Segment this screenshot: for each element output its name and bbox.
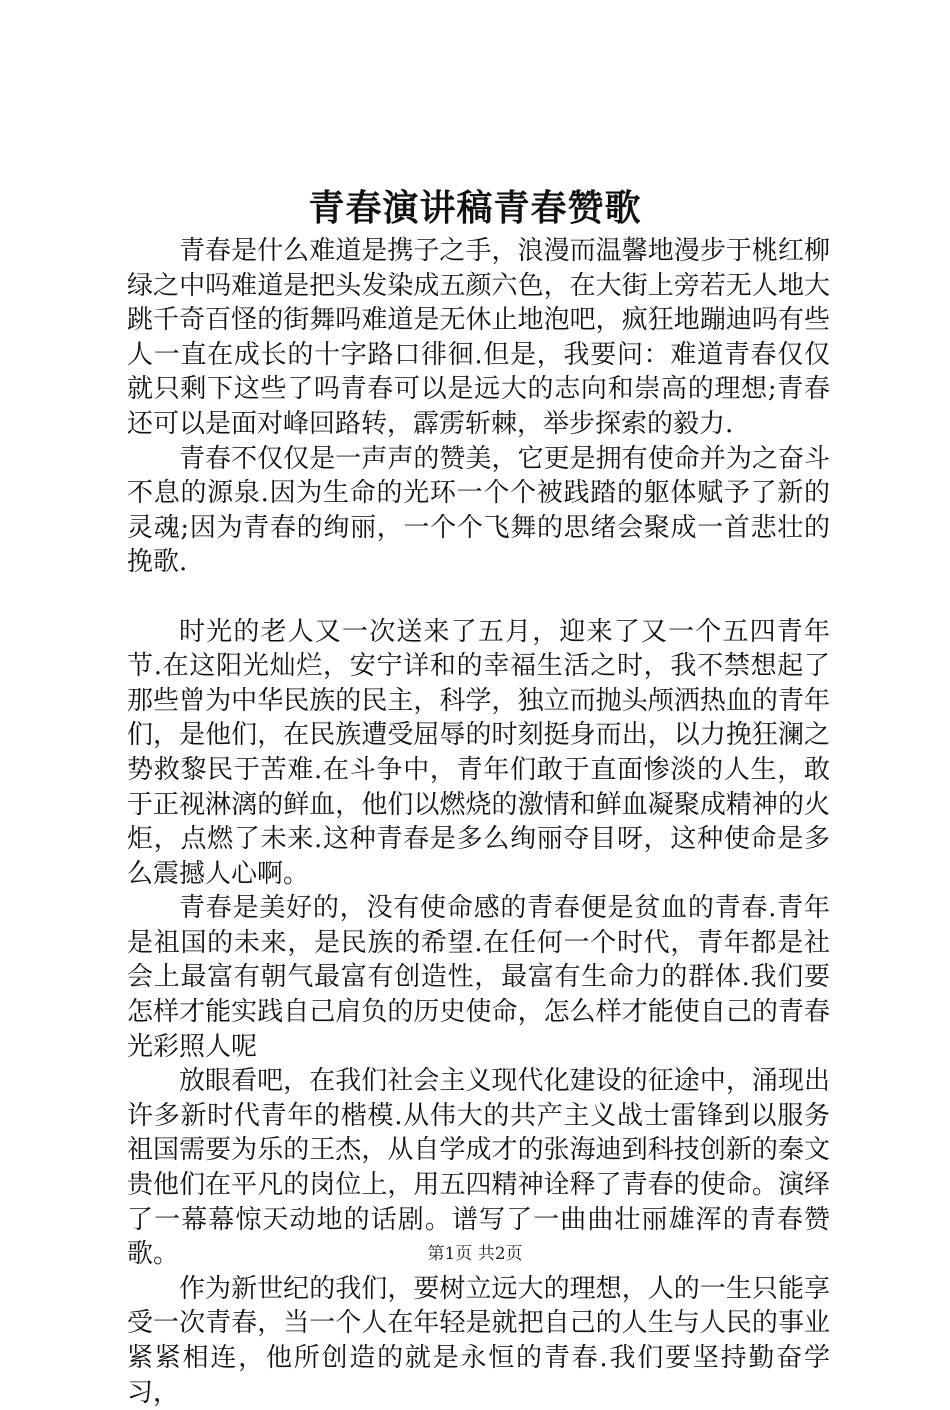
- paragraph-5: 放眼看吧，在我们社会主义现代化建设的征途中，涌现出许多新时代青年的楷模.从伟大的共产主义战士雷锋到以服务祖国需要为乐的王杰，从自学成才的张海迪到科技创新的秦文贵他们在平凡的岗位上，用五四精神诠释了青春的使命。演绎了一幕幕惊天动地的话剧。谱写了一曲曲壮丽雄浑的青春赞歌。: [127, 1066, 830, 1270]
- paragraph-3: 时光的老人又一次送来了五月，迎来了又一个五四青年节.在这阳光灿烂，安宁详和的幸福生活之时，我不禁想起了那些曾为中华民族的民主，科学，独立而抛头颅洒热血的青年们，是他们，在民族遭受屈辱的时刻挺身而出，以力挽狂澜之势救黎民于苦难.在斗争中，青年们敢于直面惨淡的人生，敢于正视淋漓的鲜血，他们以燃烧的激情和鲜血凝聚成精神的火炬，点燃了未来.这种青春是多么绚丽夺目呀，这种使命是多么震撼人心啊。: [127, 616, 830, 889]
- paragraph-1: 青春是什么难道是携子之手，浪漫而温馨地漫步于桃红柳绿之中吗难道是把头发染成五颜六色，在大街上旁若无人地大跳千奇百怪的街舞吗难道是无休止地泡吧，疯狂地蹦迪吗有些人一直在成长的十字路口徘徊.但是，我要问：难道青春仅仅就只剩下这些了吗青春可以是远大的志向和崇高的理想;青春还可以是面对峰回路转，霹雳斩棘，举步探索的毅力.: [127, 236, 830, 439]
- paragraph-6: 作为新世纪的我们，要树立远大的理想，人的一生只能享受一次青春，当一个人在年轻是就把自己的人生与人民的事业紧紧相连，他所创造的就是永恒的青春.我们要坚持勤奋学习，: [127, 1273, 830, 1408]
- document-title: 青春演讲稿青春赞歌: [308, 187, 642, 229]
- paragraph-2: 青春不仅仅是一声声的赞美，它更是拥有使命并为之奋斗不息的源泉.因为生命的光环一个个被践踏的躯体赋予了新的灵魂;因为青春的绚丽，一个个飞舞的思绪会聚成一首悲壮的挽歌.: [127, 443, 830, 578]
- document-body: [127, 234, 830, 1410]
- paragraph-4: 青春是美好的，没有使命感的青春便是贫血的青春.青年是祖国的未来，是民族的希望.在任何一个时代，青年都是社会上最富有朝气最富有创造性，最富有生命力的群体.我们要怎样才能实践自己肩负的历史使命，怎么样才能使自己的青春光彩照人呢: [127, 893, 830, 1062]
- page-number-footer: 第1页 共2页: [427, 1244, 523, 1264]
